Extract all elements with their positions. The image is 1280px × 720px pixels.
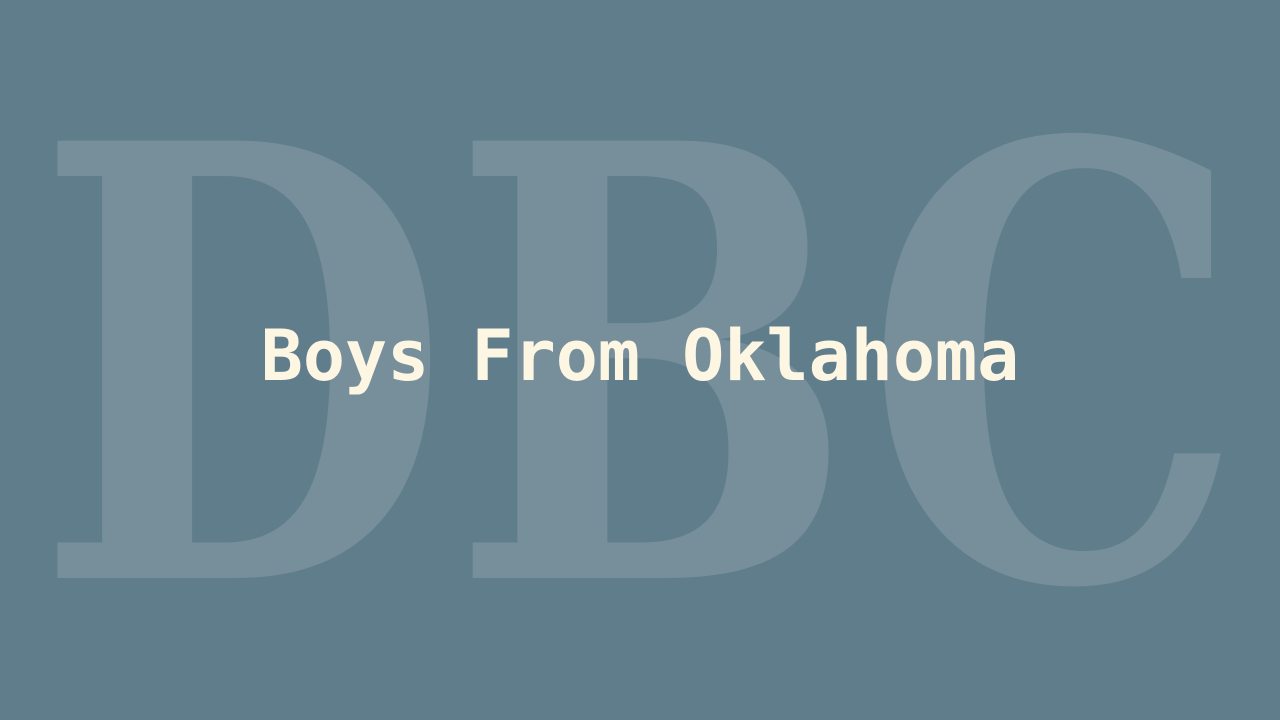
slide-title: Boys From Oklahoma	[260, 315, 1020, 397]
dbc-watermark-text: DBC	[35, 15, 1245, 720]
